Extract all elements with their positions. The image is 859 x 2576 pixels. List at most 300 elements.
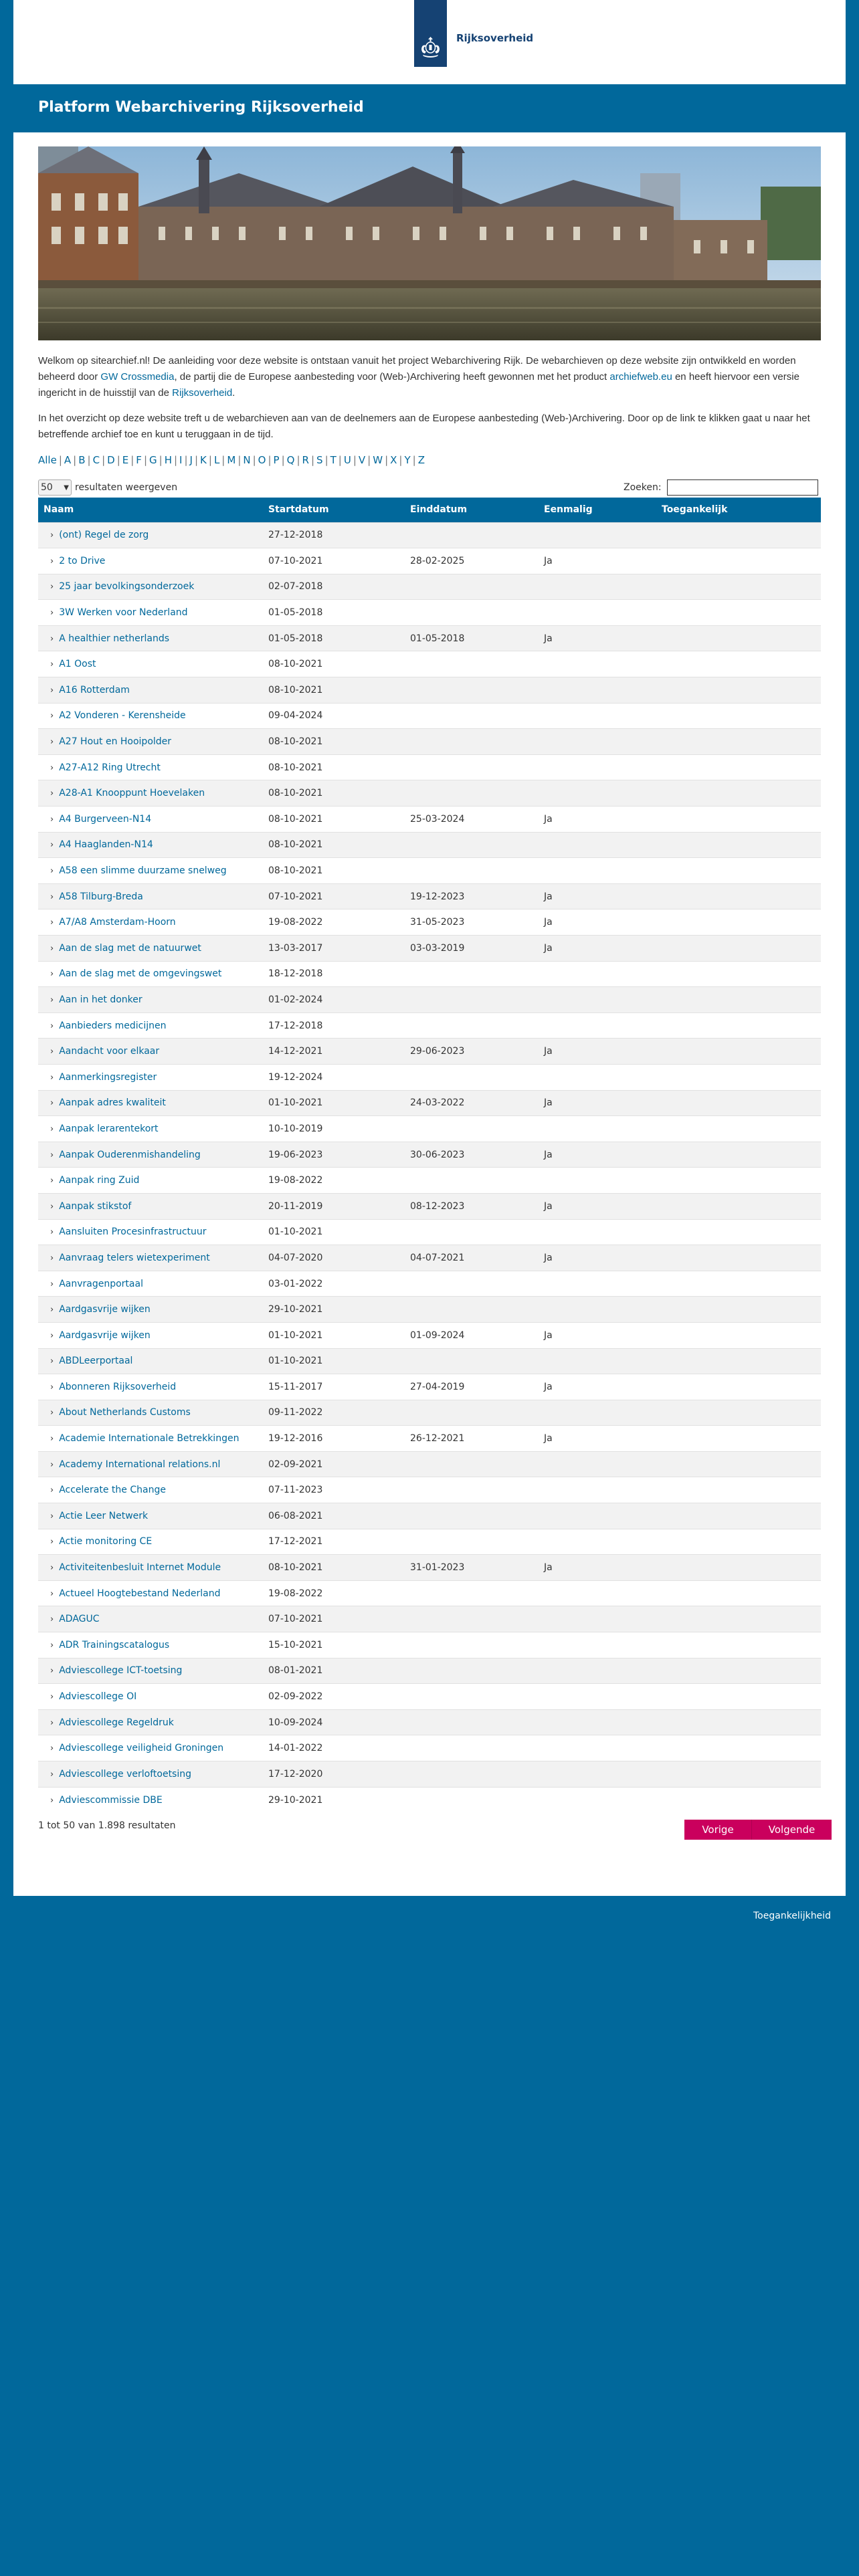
cell-toegankelijk [656, 1271, 821, 1297]
intro-text-1b: , de partij die de Europese aanbesteding voor (Web-)Archivering heeft gewonnen met het product [174, 371, 610, 383]
chevron-right-icon: › [50, 1201, 54, 1212]
cell-toegankelijk [656, 1606, 821, 1632]
cell-toegankelijk [656, 1658, 821, 1684]
search-label: Zoeken: [624, 482, 662, 493]
chevron-right-icon: › [50, 608, 54, 619]
archive-link[interactable] [38, 1348, 263, 1374]
chevron-right-icon: › [50, 1382, 54, 1392]
cell-eenmalig: Ja [539, 548, 656, 574]
search-input[interactable] [667, 479, 818, 496]
archive-name: Actueel Hoogtebestand Nederland [59, 1588, 221, 1599]
cell-einddatum [405, 1709, 539, 1735]
table-row [38, 780, 821, 807]
cell-eenmalig: Ja [539, 625, 656, 651]
archive-name: 3W Werken voor Nederland [59, 607, 188, 619]
cell-toegankelijk [656, 1297, 821, 1323]
archive-link[interactable] [38, 1606, 263, 1632]
archive-link[interactable] [38, 651, 263, 677]
archive-name: Aanpak lerarentekort [59, 1123, 159, 1134]
search-control [624, 479, 818, 496]
alphabet-link-w[interactable]: W [373, 454, 383, 466]
archive-link[interactable] [38, 1684, 263, 1710]
archive-link[interactable] [38, 1039, 263, 1065]
archive-name: Aanpak adres kwaliteit [59, 1097, 166, 1109]
archive-name: Aan in het donker [59, 994, 142, 1005]
table-row [38, 1606, 821, 1632]
archive-link[interactable] [38, 1168, 263, 1194]
archive-link[interactable] [38, 1142, 263, 1168]
chevron-right-icon: › [50, 1795, 54, 1806]
chevron-right-icon: › [50, 866, 54, 877]
alphabet-link-b[interactable]: B [78, 454, 86, 466]
cell-startdatum: 08-10-2021 [263, 651, 405, 677]
alphabet-separator: | [194, 454, 199, 466]
chevron-right-icon: › [50, 1588, 54, 1599]
cell-startdatum: 09-04-2024 [263, 703, 405, 729]
archive-name: A16 Rotterdam [59, 684, 130, 695]
cell-einddatum [405, 1219, 539, 1245]
cell-eenmalig [539, 1219, 656, 1245]
table-row [38, 1116, 821, 1142]
cell-toegankelijk [656, 1735, 821, 1761]
table-row [38, 677, 821, 704]
alphabet-separator: | [281, 454, 285, 466]
cell-toegankelijk [656, 1761, 821, 1788]
cell-startdatum: 08-01-2021 [263, 1658, 405, 1684]
cell-einddatum: 27-04-2019 [405, 1374, 539, 1400]
archive-link[interactable] [38, 522, 263, 548]
column-header-startdatum[interactable]: Startdatum [263, 498, 405, 522]
chevron-right-icon: › [50, 1021, 54, 1031]
alphabet-separator: | [73, 454, 77, 466]
alphabet-link-r[interactable]: R [302, 454, 309, 466]
cell-startdatum: 09-11-2022 [263, 1400, 405, 1426]
cell-einddatum [405, 574, 539, 600]
alphabet-separator: | [399, 454, 403, 466]
cell-startdatum: 29-10-2021 [263, 1297, 405, 1323]
archive-name: ABDLeerportaal [59, 1356, 133, 1367]
archive-name: 25 jaar bevolkingsonderzoek [59, 581, 195, 593]
cell-einddatum [405, 858, 539, 884]
cell-eenmalig: Ja [539, 1245, 656, 1271]
archive-link[interactable] [38, 987, 263, 1013]
cell-toegankelijk [656, 987, 821, 1013]
cell-eenmalig [539, 1606, 656, 1632]
archive-name: (ont) Regel de zorg [59, 530, 149, 541]
page-length-value: 50 [41, 482, 53, 493]
alphabet-link-f[interactable]: F [136, 454, 142, 466]
alphabet-separator: | [310, 454, 315, 466]
cell-einddatum: 01-09-2024 [405, 1322, 539, 1348]
column-header-einddatum[interactable]: Einddatum [405, 498, 539, 522]
alphabet-link-g[interactable]: G [149, 454, 157, 466]
alphabet-link-d[interactable]: D [107, 454, 115, 466]
archive-table [38, 498, 821, 1813]
alphabet-link-y[interactable]: Y [404, 454, 411, 466]
intro-text-1a: Welkom op sitearchief.nl! De aanleiding voor deze website is ontstaan vanuit het project Webarchivering Rijk. De webarchieven op deze website zijn ontwikkeld en worden beheerd door [38, 355, 796, 383]
cell-einddatum [405, 832, 539, 858]
table-row [38, 1168, 821, 1194]
cell-toegankelijk [656, 1400, 821, 1426]
archive-link[interactable] [38, 1555, 263, 1581]
cell-toegankelijk [656, 1090, 821, 1116]
cell-eenmalig [539, 522, 656, 548]
cell-startdatum: 01-10-2021 [263, 1219, 405, 1245]
alphabet-link-alle[interactable]: Alle [38, 454, 57, 466]
cell-startdatum: 02-09-2021 [263, 1451, 405, 1477]
cell-startdatum: 01-10-2021 [263, 1348, 405, 1374]
cell-toegankelijk [656, 1451, 821, 1477]
archive-link[interactable] [38, 961, 263, 987]
cell-toegankelijk [656, 780, 821, 807]
archive-link[interactable] [38, 1374, 263, 1400]
chevron-right-icon: › [50, 711, 54, 722]
cell-toegankelijk [656, 883, 821, 909]
chevron-right-icon: › [50, 1356, 54, 1367]
chevron-right-icon: › [50, 1123, 54, 1134]
table-row [38, 1787, 821, 1813]
cell-eenmalig [539, 780, 656, 807]
table-row [38, 883, 821, 909]
table-row [38, 832, 821, 858]
archive-link[interactable] [38, 754, 263, 780]
cell-startdatum: 19-12-2016 [263, 1426, 405, 1452]
archive-name: Aandacht voor elkaar [59, 1046, 160, 1057]
cell-startdatum: 01-05-2018 [263, 600, 405, 626]
cell-startdatum: 20-11-2019 [263, 1193, 405, 1219]
alphabet-separator: | [412, 454, 416, 466]
chevron-right-icon: › [50, 1537, 54, 1547]
archive-link[interactable] [38, 1787, 263, 1813]
chevron-right-icon: › [50, 1717, 54, 1728]
cell-einddatum: 28-02-2025 [405, 548, 539, 574]
cell-toegankelijk [656, 1168, 821, 1194]
chevron-right-icon: › [50, 814, 54, 825]
archive-link[interactable] [38, 909, 263, 936]
cell-einddatum: 01-05-2018 [405, 625, 539, 651]
gw-crossmedia-link[interactable]: GW Crossmedia [100, 371, 175, 383]
alphabet-link-n[interactable]: N [243, 454, 251, 466]
chevron-right-icon: › [50, 762, 54, 773]
archive-link[interactable] [38, 703, 263, 729]
alphabet-link-m[interactable]: M [227, 454, 236, 466]
cell-einddatum: 03-03-2019 [405, 936, 539, 962]
archive-link[interactable] [38, 1529, 263, 1555]
page-length-select[interactable] [38, 479, 72, 496]
table-row [38, 1529, 821, 1555]
table-row [38, 1477, 821, 1503]
chevron-right-icon: › [50, 1305, 54, 1315]
cell-eenmalig: Ja [539, 1374, 656, 1400]
page-title: Platform Webarchivering Rijksoverheid [38, 99, 364, 116]
table-row [38, 1348, 821, 1374]
cell-einddatum [405, 1168, 539, 1194]
archive-link[interactable] [38, 1271, 263, 1297]
chevron-right-icon: › [50, 530, 54, 541]
cell-toegankelijk [656, 1555, 821, 1581]
cell-einddatum: 19-12-2023 [405, 883, 539, 909]
cell-toegankelijk [656, 832, 821, 858]
archive-link[interactable] [38, 1322, 263, 1348]
cell-einddatum [405, 1735, 539, 1761]
table-row [38, 1219, 821, 1245]
archive-link[interactable] [38, 1426, 263, 1452]
alphabet-link-z[interactable]: Z [417, 454, 425, 466]
chevron-right-icon: › [50, 633, 54, 644]
table-row [38, 1064, 821, 1090]
cell-startdatum: 08-10-2021 [263, 754, 405, 780]
table-row [38, 1322, 821, 1348]
cell-eenmalig [539, 1787, 656, 1813]
archive-link[interactable] [38, 1451, 263, 1477]
alphabet-link-a[interactable]: A [64, 454, 72, 466]
table-row [38, 1503, 821, 1529]
cell-toegankelijk [656, 1348, 821, 1374]
cell-toegankelijk [656, 1039, 821, 1065]
cell-eenmalig: Ja [539, 1193, 656, 1219]
archive-link[interactable] [38, 600, 263, 626]
alphabet-link-l[interactable]: L [213, 454, 220, 466]
alphabet-filter [38, 454, 425, 466]
alphabet-link-o[interactable]: O [258, 454, 266, 466]
alphabet-link-u[interactable]: U [343, 454, 351, 466]
chevron-right-icon: › [50, 1434, 54, 1444]
archive-name: A27 Hout en Hooipolder [59, 736, 172, 748]
alphabet-separator: | [252, 454, 256, 466]
archive-name: A28-A1 Knooppunt Hoevelaken [59, 788, 205, 799]
table-row [38, 961, 821, 987]
cell-toegankelijk [656, 729, 821, 755]
archive-name: Adviescollege veiligheid Groningen [59, 1743, 224, 1754]
archive-link[interactable] [38, 1064, 263, 1090]
cell-startdatum: 27-12-2018 [263, 522, 405, 548]
cell-eenmalig [539, 1451, 656, 1477]
archive-name: Aanpak stikstof [59, 1200, 132, 1212]
archive-name: A4 Burgerveen-N14 [59, 813, 152, 825]
cell-startdatum: 15-10-2021 [263, 1632, 405, 1658]
cell-einddatum: 31-05-2023 [405, 909, 539, 936]
archive-link[interactable] [38, 1477, 263, 1503]
cell-einddatum [405, 1012, 539, 1039]
cell-eenmalig [539, 1735, 656, 1761]
page-length-label: resultaten weergeven [75, 482, 178, 493]
archive-name: Activiteitenbesluit Internet Module [59, 1562, 221, 1574]
archive-name: A7/A8 Amsterdam-Hoorn [59, 917, 176, 928]
chevron-right-icon: › [50, 840, 54, 851]
alphabet-separator: | [184, 454, 188, 466]
archive-link[interactable] [38, 1632, 263, 1658]
archive-link[interactable] [38, 1116, 263, 1142]
archive-name: Aardgasvrije wijken [59, 1329, 151, 1341]
archive-link[interactable] [38, 625, 263, 651]
archive-name: Aan de slag met de omgevingswet [59, 968, 222, 980]
archive-link[interactable] [38, 1709, 263, 1735]
alphabet-link-k[interactable]: K [200, 454, 207, 466]
cell-eenmalig [539, 1271, 656, 1297]
hero-image [38, 146, 821, 340]
cell-eenmalig [539, 729, 656, 755]
cell-toegankelijk [656, 1322, 821, 1348]
cell-einddatum [405, 1348, 539, 1374]
cell-einddatum [405, 1477, 539, 1503]
table-row [38, 1400, 821, 1426]
title-bar [13, 84, 846, 132]
cell-toegankelijk [656, 1245, 821, 1271]
cell-einddatum [405, 1606, 539, 1632]
next-button[interactable]: Volgende [751, 1820, 832, 1840]
alphabet-link-h[interactable]: H [164, 454, 172, 466]
archive-link[interactable] [38, 883, 263, 909]
archive-name: Aardgasvrije wijken [59, 1304, 151, 1315]
cell-einddatum [405, 1451, 539, 1477]
cell-toegankelijk [656, 1116, 821, 1142]
cell-toegankelijk [656, 548, 821, 574]
cell-eenmalig: Ja [539, 1555, 656, 1581]
archive-name: Aanvraag telers wietexperiment [59, 1252, 210, 1263]
cell-eenmalig [539, 1064, 656, 1090]
cell-startdatum: 04-07-2020 [263, 1245, 405, 1271]
archive-link[interactable] [38, 936, 263, 962]
archive-link[interactable] [38, 780, 263, 807]
archive-name: Abonneren Rijksoverheid [59, 1381, 177, 1392]
cell-einddatum [405, 677, 539, 704]
alphabet-link-x[interactable]: X [390, 454, 397, 466]
archive-link[interactable] [38, 1090, 263, 1116]
cell-eenmalig [539, 1580, 656, 1606]
archive-link[interactable] [38, 1761, 263, 1788]
table-row [38, 807, 821, 833]
alphabet-link-v[interactable]: V [358, 454, 366, 466]
cell-startdatum: 08-10-2021 [263, 677, 405, 704]
cell-einddatum [405, 1580, 539, 1606]
table-row [38, 1039, 821, 1065]
cell-startdatum: 06-08-2021 [263, 1503, 405, 1529]
cell-startdatum: 07-10-2021 [263, 548, 405, 574]
archive-link[interactable] [38, 548, 263, 574]
alphabet-link-j[interactable]: J [189, 454, 193, 466]
chevron-right-icon: › [50, 891, 54, 902]
archive-link[interactable] [38, 1012, 263, 1039]
alphabet-separator: | [296, 454, 300, 466]
chevron-right-icon: › [50, 1692, 54, 1703]
archive-name: Adviescollege verloftoetsing [59, 1768, 192, 1780]
archive-link[interactable] [38, 1580, 263, 1606]
alphabet-link-c[interactable]: C [92, 454, 100, 466]
archive-link[interactable] [38, 729, 263, 755]
site-header [13, 0, 846, 84]
archive-link[interactable] [38, 677, 263, 704]
alphabet-separator: | [102, 454, 106, 466]
table-row [38, 1090, 821, 1116]
cell-einddatum [405, 600, 539, 626]
cell-startdatum: 29-10-2021 [263, 1787, 405, 1813]
cell-startdatum: 08-10-2021 [263, 832, 405, 858]
cell-eenmalig [539, 677, 656, 704]
cell-eenmalig [539, 703, 656, 729]
archive-name: A healthier netherlands [59, 633, 169, 644]
cell-eenmalig [539, 1348, 656, 1374]
alphabet-link-e[interactable]: E [122, 454, 129, 466]
archive-link[interactable] [38, 832, 263, 858]
table-header [38, 498, 821, 522]
chevron-right-icon: › [50, 918, 54, 928]
cell-eenmalig [539, 1761, 656, 1788]
archive-link[interactable] [38, 1658, 263, 1684]
cell-einddatum [405, 1271, 539, 1297]
cell-toegankelijk [656, 1709, 821, 1735]
column-header-eenmalig[interactable]: Eenmalig [539, 498, 656, 522]
chevron-right-icon: › [50, 943, 54, 954]
cell-toegankelijk [656, 754, 821, 780]
archive-link[interactable] [38, 858, 263, 884]
cell-einddatum [405, 1529, 539, 1555]
archive-name: Actie monitoring CE [59, 1536, 153, 1547]
binnenhof-image [38, 146, 821, 340]
cell-einddatum [405, 1064, 539, 1090]
table-row [38, 1193, 821, 1219]
alphabet-link-q[interactable]: Q [286, 454, 295, 466]
archive-link[interactable] [38, 1219, 263, 1245]
archive-link[interactable] [38, 1193, 263, 1219]
alphabet-link-p[interactable]: P [273, 454, 280, 466]
archive-link[interactable] [38, 807, 263, 833]
cell-einddatum [405, 1787, 539, 1813]
table-row [38, 1658, 821, 1684]
accessibility-link[interactable]: Toegankelijkheid [753, 1911, 831, 1921]
chevron-right-icon: › [50, 1408, 54, 1418]
archive-link[interactable] [38, 1297, 263, 1323]
alphabet-link-i[interactable]: I [179, 454, 183, 466]
table-row [38, 1735, 821, 1761]
column-header-toegankelijk[interactable]: Toegankelijk [656, 498, 821, 522]
archive-name: Aan de slag met de natuurwet [59, 942, 201, 954]
archive-name: Aanmerkingsregister [59, 1071, 157, 1083]
archive-link[interactable] [38, 1245, 263, 1271]
cell-toegankelijk [656, 1477, 821, 1503]
table-row [38, 1451, 821, 1477]
table-row [38, 909, 821, 936]
alphabet-separator: | [130, 454, 134, 466]
archive-name: A58 Tilburg-Breda [59, 891, 143, 902]
chevron-right-icon: › [50, 1614, 54, 1625]
cell-toegankelijk [656, 1503, 821, 1529]
archiefweb-link[interactable]: archiefweb.eu [609, 371, 672, 383]
archive-link[interactable] [38, 1400, 263, 1426]
cell-toegankelijk [656, 807, 821, 833]
cell-eenmalig: Ja [539, 807, 656, 833]
archive-link[interactable] [38, 574, 263, 600]
cell-toegankelijk [656, 1787, 821, 1813]
cell-startdatum: 13-03-2017 [263, 936, 405, 962]
cell-startdatum: 07-10-2021 [263, 1606, 405, 1632]
column-header-naam[interactable]: Naam [38, 498, 263, 522]
intro-paragraph-1 [38, 353, 821, 401]
archive-link[interactable] [38, 1735, 263, 1761]
rijksoverheid-logo[interactable] [414, 0, 447, 67]
alphabet-link-s[interactable]: S [316, 454, 323, 466]
archive-link[interactable] [38, 1503, 263, 1529]
page-container [13, 0, 846, 1896]
previous-button[interactable]: Vorige [684, 1820, 751, 1840]
alphabet-link-t[interactable]: T [330, 454, 337, 466]
chevron-right-icon: › [50, 1150, 54, 1160]
rijksoverheid-link[interactable]: Rijksoverheid [172, 387, 233, 399]
chevron-right-icon: › [50, 1485, 54, 1496]
chevron-right-icon: › [50, 556, 54, 566]
alphabet-separator: | [143, 454, 147, 466]
chevron-right-icon: › [50, 1640, 54, 1650]
cell-eenmalig [539, 832, 656, 858]
